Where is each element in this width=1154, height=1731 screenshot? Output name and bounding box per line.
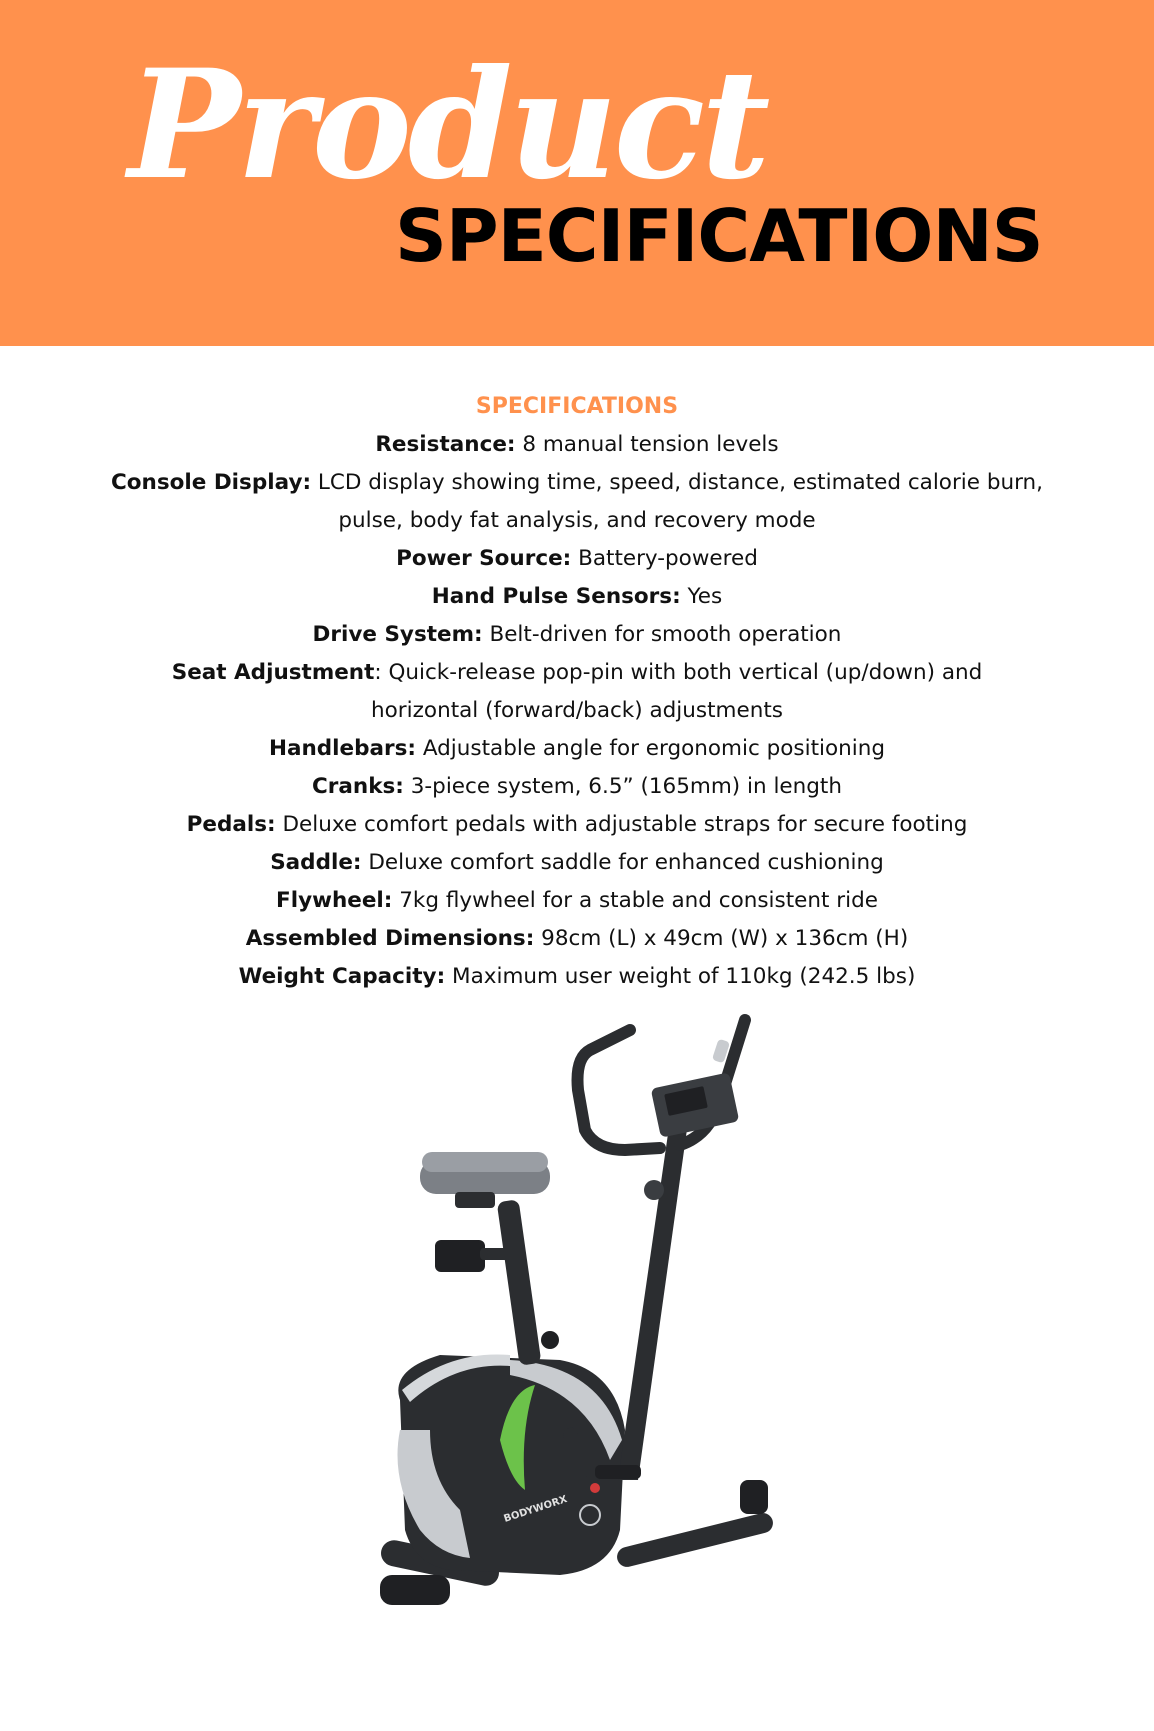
- spec-value: Belt-driven for smooth operation: [482, 622, 842, 647]
- spec-console-display: [60, 464, 1094, 540]
- hero-bold-title: SPECIFICATIONS: [395, 194, 1043, 278]
- spec-value: 7kg flywheel for a stable and consistent ride: [392, 888, 878, 913]
- spec-value: Adjustable angle for ergonomic positioning: [416, 736, 886, 761]
- spec-drive-system: [60, 616, 1094, 654]
- spec-assembled-dimensions: [60, 920, 1094, 958]
- spec-seat-adjustment: [60, 654, 1094, 730]
- spec-label: Power Source:: [396, 546, 572, 571]
- front-stabilizer: [615, 1480, 775, 1569]
- spec-flywheel: [60, 882, 1094, 920]
- hero-script-title: Product: [128, 37, 767, 213]
- spec-resistance: [60, 426, 1094, 464]
- spec-label: Console Display:: [110, 470, 312, 495]
- spec-label: Assembled Dimensions:: [245, 926, 535, 951]
- spec-value: Maximum user weight of 110kg (242.5 lbs): [445, 964, 916, 989]
- spec-label: Resistance:: [375, 432, 516, 457]
- spec-label: Saddle:: [270, 850, 362, 875]
- spec-weight-capacity: [60, 958, 1094, 996]
- exercise-bike-image: [360, 1010, 800, 1670]
- spec-power-source: [60, 540, 1094, 578]
- spec-saddle: [60, 844, 1094, 882]
- seat-assembly: [420, 1152, 559, 1366]
- spec-value: Deluxe comfort saddle for enhanced cushioning: [361, 850, 884, 875]
- spec-value: 3-piece system, 6.5” (165mm) in length: [403, 774, 842, 799]
- spec-value: 8 manual tension levels: [515, 432, 779, 457]
- spec-value: Deluxe comfort pedals with adjustable straps for secure footing: [275, 812, 968, 837]
- spec-value: LCD display showing time, speed, distance, estimated calorie burn, pulse, body fat analysis, and recovery mode: [311, 470, 1044, 533]
- spec-value: 98cm (L) x 49cm (W) x 136cm (H): [534, 926, 909, 951]
- spec-label: Weight Capacity:: [238, 964, 446, 989]
- brand-logo-text: BODYWORX: [502, 1494, 569, 1525]
- spec-value: Yes: [680, 584, 723, 609]
- specifications-list: [60, 392, 1094, 996]
- spec-label: Cranks:: [312, 774, 404, 799]
- spec-value: Battery-powered: [571, 546, 758, 571]
- front-column: [618, 1120, 688, 1480]
- spec-pedals: [60, 806, 1094, 844]
- spec-label: Pedals:: [186, 812, 276, 837]
- spec-label: Drive System:: [312, 622, 483, 647]
- spec-value: : Quick-release pop-pin with both vertical (up/down) and horizontal (forward/back) adjustments: [371, 660, 983, 723]
- spec-hand-pulse-sensors: [60, 578, 1094, 616]
- spec-label: Flywheel:: [276, 888, 393, 913]
- spec-handlebars: [60, 730, 1094, 768]
- spec-label: Hand Pulse Sensors:: [431, 584, 681, 609]
- specifications-heading: SPECIFICATIONS: [475, 394, 679, 419]
- hero-banner: [0, 0, 1154, 346]
- spec-label: Seat Adjustment: [171, 660, 375, 685]
- console-display: [651, 1072, 740, 1138]
- spec-cranks: [60, 768, 1094, 806]
- spec-label: Handlebars:: [268, 736, 416, 761]
